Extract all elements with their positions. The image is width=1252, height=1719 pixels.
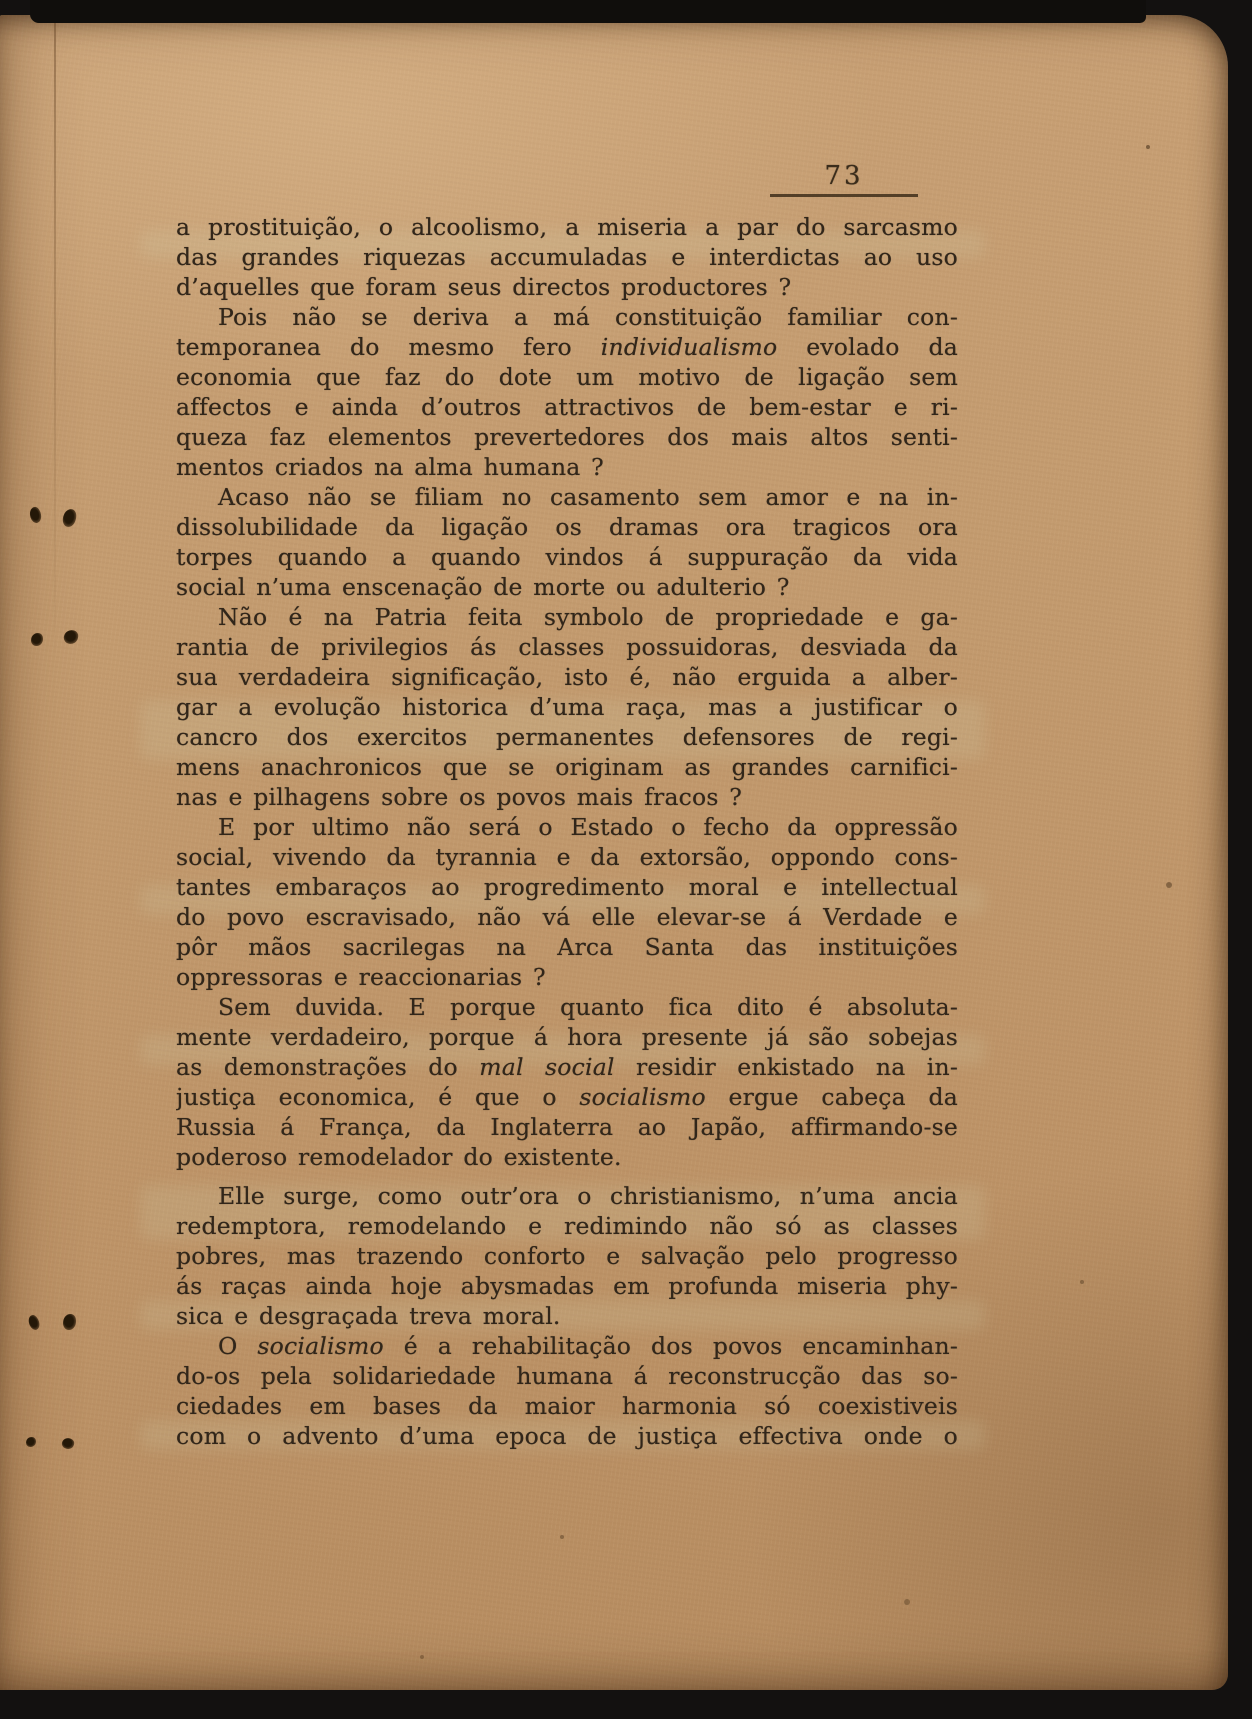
- text-line: [176, 1022, 958, 1052]
- text-segment: Acaso não se filiam no casamento sem amor e na in-: [218, 483, 958, 511]
- text-line: [176, 872, 958, 902]
- text-block: [176, 212, 958, 1451]
- text-line: [176, 1271, 958, 1301]
- text-segment: gar a evolução historica d’uma raça, mas a justificar o: [176, 693, 958, 721]
- text-line: [176, 542, 958, 572]
- paper-crease: [54, 19, 56, 659]
- text-segment: Elle surge, como outr’ora o christianismo, n’uma ancia: [218, 1182, 958, 1210]
- page-number: [770, 161, 918, 197]
- text-line: [176, 1301, 958, 1331]
- text-line: [176, 932, 958, 962]
- text-segment: nas e pilhagens sobre os povos mais fracos ?: [176, 783, 743, 811]
- text-line: [176, 1421, 958, 1451]
- page-number-value: 73: [824, 161, 864, 191]
- paragraph: [176, 482, 958, 602]
- text-line: [176, 1052, 958, 1082]
- text-line: [176, 1391, 958, 1421]
- text-segment: do-os pela solidariedade humana á reconstrucção das so-: [176, 1362, 958, 1390]
- text-segment: d’aquelles que foram seus directos productores ?: [176, 273, 792, 301]
- text-segment: mentos criados na alma humana ?: [176, 453, 604, 481]
- text-line: [176, 782, 958, 812]
- text-line: [176, 692, 958, 722]
- text-line: [176, 902, 958, 932]
- text-segment: pôr mãos sacrilegas na Arca Santa das instituições: [176, 933, 958, 961]
- ink-speck: [60, 1436, 75, 1450]
- text-line: [176, 512, 958, 542]
- text-line: [176, 1331, 958, 1361]
- italic-text-segment: socialismo: [579, 1083, 706, 1111]
- text-segment: ciedades em bases da maior harmonia só coexistiveis: [176, 1392, 958, 1420]
- ink-speck: [26, 1437, 36, 1447]
- text-line: [176, 242, 958, 272]
- text-segment: economia que faz do dote um motivo de ligação sem: [176, 363, 958, 391]
- text-segment: affectos e ainda d’outros attractivos de bem-estar e ri-: [176, 393, 958, 421]
- text-segment: redemptora, remodelando e redimindo não só as classes: [176, 1212, 958, 1240]
- text-line: [176, 722, 958, 752]
- text-segment: E por ultimo não será o Estado o fecho da oppressão: [218, 813, 958, 841]
- text-segment: cancro dos exercitos permanentes defensores de regi-: [176, 723, 958, 751]
- text-segment: dissolubilidade da ligação os dramas ora tragicos ora: [176, 513, 958, 541]
- ink-speck: [63, 629, 80, 646]
- italic-text-segment: socialismo: [257, 1332, 384, 1360]
- paragraph: [176, 302, 958, 482]
- text-segment: a prostituição, o alcoolismo, a miseria a par do sarcasmo: [176, 213, 958, 241]
- text-segment: ás raças ainda hoje abysmadas em profunda miseria phy-: [176, 1272, 958, 1300]
- text-line: [176, 392, 958, 422]
- text-line: [176, 482, 958, 512]
- text-line: [176, 272, 958, 302]
- text-segment: evolado da: [777, 333, 958, 361]
- text-line: [176, 1082, 958, 1112]
- text-line: [176, 362, 958, 392]
- text-segment: torpes quando a quando vindos á suppuração da vida: [176, 543, 958, 571]
- text-line: [176, 1181, 958, 1211]
- text-segment: tantes embaraços ao progredimento moral e intellectual: [176, 873, 958, 901]
- text-line: [176, 842, 958, 872]
- scan-edge-top: [30, 0, 1146, 23]
- text-line: [176, 1112, 958, 1142]
- text-segment: poderoso remodelador do existente.: [176, 1143, 622, 1171]
- paragraph: [176, 812, 958, 992]
- text-line: [176, 752, 958, 782]
- text-segment: Não é na Patria feita symbolo de propriedade e ga-: [218, 603, 958, 631]
- text-line: [176, 212, 958, 242]
- book-page: [0, 15, 1228, 1690]
- text-line: [176, 812, 958, 842]
- text-segment: mens anachronicos que se originam as grandes carnifici-: [176, 753, 958, 781]
- text-line: [176, 602, 958, 632]
- text-line: [176, 992, 958, 1022]
- text-segment: as demonstrações do: [176, 1053, 480, 1081]
- text-segment: social, vivendo da tyrannia e da extorsão, oppondo cons-: [176, 843, 958, 871]
- text-segment: rantia de privilegios ás classes possuidoras, desviada da: [176, 633, 958, 661]
- ink-speck: [31, 633, 43, 646]
- text-segment: oppressoras e reaccionarias ?: [176, 963, 546, 991]
- text-line: [176, 572, 958, 602]
- text-line: [176, 422, 958, 452]
- text-line: [176, 662, 958, 692]
- text-segment: justiça economica, é que o: [176, 1083, 580, 1111]
- paper-dust: [1146, 145, 1150, 149]
- text-segment: mente verdadeiro, porque á hora presente já são sobejas: [176, 1023, 958, 1051]
- text-line: [176, 1142, 958, 1172]
- text-line: [176, 1241, 958, 1271]
- text-segment: das grandes riquezas accumuladas e interdictas ao uso: [176, 243, 958, 271]
- text-line: [176, 632, 958, 662]
- ink-speck: [28, 506, 43, 525]
- text-segment: é a rehabilitação dos povos encaminhan-: [383, 1332, 958, 1360]
- text-segment: Pois não se deriva a má constituição familiar con-: [218, 303, 958, 331]
- ink-speck: [63, 1314, 76, 1330]
- paragraph: [176, 1331, 958, 1451]
- text-line: [176, 1361, 958, 1391]
- text-segment: social n’uma enscenação de morte ou adulterio ?: [176, 573, 790, 601]
- text-segment: sua verdadeira significação, isto é, não erguida a alber-: [176, 663, 958, 691]
- text-segment: residir enkistado na in-: [614, 1053, 958, 1081]
- paragraph: [176, 212, 958, 302]
- ink-speck: [62, 508, 77, 528]
- text-segment: temporanea do mesmo fero: [176, 333, 601, 361]
- italic-text-segment: mal social: [479, 1053, 615, 1081]
- paragraph: [176, 992, 958, 1172]
- paragraph: [176, 1181, 958, 1331]
- text-line: [176, 332, 958, 362]
- text-segment: pobres, mas trazendo conforto e salvação pelo progresso: [176, 1242, 958, 1270]
- text-segment: O: [218, 1332, 258, 1360]
- ink-speck: [26, 1314, 41, 1332]
- text-segment: queza faz elementos prevertedores dos mais altos senti-: [176, 423, 958, 451]
- text-line: [176, 962, 958, 992]
- text-segment: ergue cabeça da: [705, 1083, 958, 1111]
- text-line: [176, 452, 958, 482]
- paragraph: [176, 602, 958, 812]
- text-segment: Russia á França, da Inglaterra ao Japão, affirmando-se: [176, 1113, 958, 1141]
- text-segment: Sem duvida. E porque quanto fica dito é absoluta-: [218, 993, 958, 1021]
- text-segment: sica e desgraçada treva moral.: [176, 1302, 561, 1330]
- italic-text-segment: individualismo: [600, 333, 778, 361]
- text-segment: do povo escravisado, não vá elle elevar-se á Verdade e: [176, 903, 958, 931]
- text-line: [176, 302, 958, 332]
- text-segment: com o advento d’uma epoca de justiça effectiva onde o: [176, 1422, 958, 1450]
- text-line: [176, 1211, 958, 1241]
